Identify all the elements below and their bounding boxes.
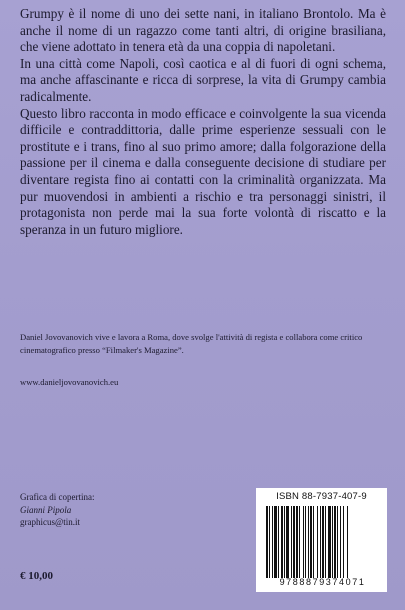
ean-number: 9788879374071 — [279, 577, 366, 587]
blurb-paragraph-3: Questo libro racconta in modo efficace e coinvolgente la sua vicenda difficile e contraddittoria, dalle prime esperienze sessuali con le prostitute e i trans, fino al suo primo amore; dalla folgorazione della passione per il cinema e dalla conseguente decisione di studiare per diventare regista fino ai contatti con la criminalità organizzata. Ma pur muovendosi in ambienti a rischio e tra personaggi sinistri, il protagonista non perde mai la sua forte volontà di riscatto e la speranza in un futuro migliore. — [20, 105, 386, 237]
blurb-paragraph-1: Grumpy è il nome di uno dei sette nani, in italiano Brontolo. Ma è anche il nome di un ragazzo come tanti altri, di origine brasiliana, che viene adottato in tenera età da una coppia di napoletani. — [20, 6, 386, 55]
credits-label: Grafica di copertina: — [20, 492, 95, 502]
blurb-paragraph-2: In una città come Napoli, così caotica e al di fuori di ogni schema, ma anche affascinante e ricca di sorprese, la vita di Grumpy cambia radicalmente. — [20, 55, 386, 104]
author-bio: Daniel Jovovanovich vive e lavora a Roma, dove svolge l'attività di regista e collabora come critico cinematografico presso “Filmaker's Magazine”. — [20, 332, 363, 355]
barcode-box — [256, 488, 387, 592]
credits-email: graphicus@tin.it — [20, 517, 81, 527]
price: € 10,00 — [20, 570, 53, 582]
barcode-icon — [266, 506, 378, 578]
blurb-text — [20, 6, 386, 238]
author-website: www.danieljovovanovich.eu — [20, 377, 119, 387]
isbn-label: ISBN 88-7937-407-9 — [276, 491, 367, 502]
cover-credits — [20, 491, 94, 529]
credits-designer: Gianni Pipola — [20, 504, 72, 515]
